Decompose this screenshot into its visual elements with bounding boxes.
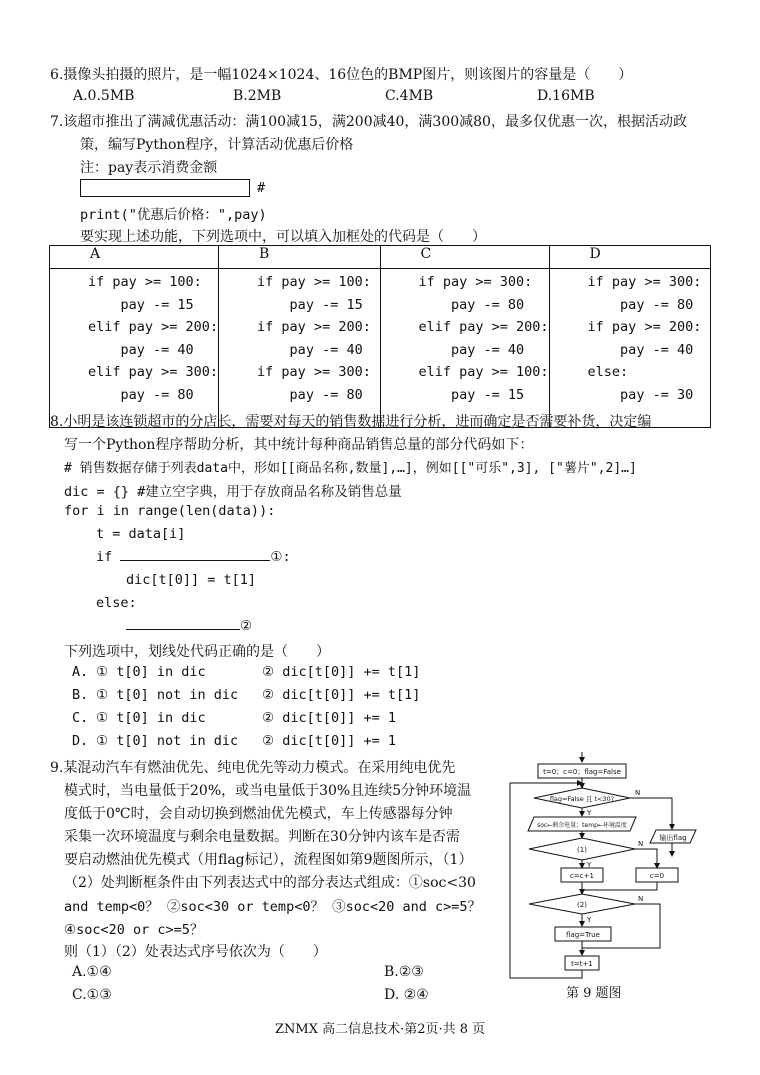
q8-option-label: D. <box>72 733 89 749</box>
flow-yes-label: Y <box>587 809 592 817</box>
q6-option-a: A.0.5MB <box>73 88 135 104</box>
q7-question: 要实现上述功能，下列选项中，可以填入加框处的代码是（ ） <box>80 229 486 245</box>
q7-cell-d <box>549 269 710 428</box>
q7-cell-a <box>50 269 219 428</box>
q8-code-dic: dic = {} #建立空字典，用于存放商品名称及销售总量 <box>64 484 402 500</box>
q9-option-c: C.①③ <box>72 987 112 1003</box>
q8-option-c1: ① t[0] in dic <box>96 664 206 680</box>
q7-header-b: B <box>219 246 380 269</box>
q7-note: 注：pay表示消费金额 <box>80 160 218 176</box>
code-line: pay -= 40 <box>257 341 363 358</box>
flow-t-inc-text: t=t+1 <box>571 960 593 968</box>
q9-stem-line: 度低于0℃时，会自动切换到燃油优先模式，车上传感器每分钟 <box>64 806 453 822</box>
flow-yes-label: Y <box>587 861 592 869</box>
flow-c-reset-text: c=0 <box>649 872 665 880</box>
q8-option-c2: ② dic[t[0]] += t[1] <box>262 664 421 680</box>
q8-code-assign: dic[t[0]] = t[1] <box>126 572 257 588</box>
q8-code-if-keyword: if <box>96 549 113 565</box>
q8-option-label: A. <box>72 664 89 680</box>
q8-stem-line1: 8.小明是该连锁超市的分店长，需要对每天的销售数据进行分析，进而确定是否需要补货，决定编 <box>50 414 652 430</box>
q9-stem-line: 模式时，当电量低于20%，或当电量低于30%且连续5分钟环境温 <box>64 783 472 799</box>
code-line: if pay >= 100: <box>88 274 202 290</box>
q6-option-b: B.2MB <box>233 88 282 104</box>
q8-code-comment: # 销售数据存储于列表data中，形如[[商品名称,数量],…]，例如[["可乐",3], ["薯片",2]…] <box>64 461 637 476</box>
flow-c-inc-text: c=c+1 <box>570 872 594 880</box>
flow-cond1-text: (1) <box>577 846 587 854</box>
q7-cell-b <box>219 269 380 428</box>
q9-stem-line: 要启动燃油优先模式（用flag标记），流程图如第9题图所示，（1） <box>64 852 473 868</box>
q8-option-c2: ② dic[t[0]] += t[1] <box>262 687 421 703</box>
q8-blank-1-mark: ①: <box>270 549 291 565</box>
code-line: pay -= 15 <box>418 386 525 403</box>
code-line: pay -= 80 <box>418 296 525 313</box>
flow-read-text: soc←剩余电量；temp←环境温度 <box>537 822 627 829</box>
q8-question: 下列选项中，划线处代码正确的是（ ） <box>64 644 330 660</box>
q7-header-d: D <box>549 246 710 269</box>
page-footer: ZNMX 高二信息技术·第2页·共 8 页 <box>275 1022 486 1037</box>
q8-option-c2: ② dic[t[0]] += 1 <box>262 710 397 726</box>
flow-no-label: N <box>635 789 641 797</box>
q9-stem-line: 采集一次环境温度与剩余电量数据。判断在30分钟内该车是否需 <box>64 829 460 845</box>
q9-stem-line: （2）处判断框条件由下列表达式中的部分表达式组成：①soc<30 <box>64 875 476 891</box>
q9-stem-line: 9.某混动汽车有燃油优先、纯电优先等动力模式。在采用纯电优先 <box>50 760 456 776</box>
q8-blank-1 <box>120 560 270 561</box>
q8-option-c1: ① t[0] not in dic <box>96 733 239 749</box>
code-line: pay -= 40 <box>418 341 525 358</box>
q8-code-blank2 <box>126 618 252 634</box>
q9-question: 则（1）（2）处表达式序号依次为（ ） <box>64 944 327 960</box>
q8-blank-2 <box>126 629 240 630</box>
code-line: elif pay >= 300: <box>88 364 219 381</box>
flow-cond2-text: (2) <box>577 901 587 909</box>
q6-option-d: D.16MB <box>537 88 595 104</box>
code-line: if pay >= 200: <box>587 319 702 336</box>
code-line: else: <box>587 364 629 381</box>
flow-loop-text: flag=False 且 t<30? <box>549 795 615 803</box>
flow-set-flag-text: flag=True <box>566 931 600 939</box>
flow-no-label: N <box>638 840 644 848</box>
q7-stem-line1: 7.该超市推出了满减优惠活动：满100减15，满200减40，满300减80，最多仅优惠一次，根据活动政 <box>50 114 687 130</box>
q9-stem-line: and temp<0？ ②soc<30 or temp<0？ ③soc<20 and c>=5？ <box>64 899 481 915</box>
code-line: pay -= 80 <box>88 386 194 403</box>
q8-option-label: B. <box>72 687 89 703</box>
q9-stem-line: ④soc<20 or c>=5？ <box>64 922 204 938</box>
q7-options-table <box>49 245 711 428</box>
code-line: if pay >= 300: <box>587 274 702 290</box>
code-line: pay -= 80 <box>587 296 694 313</box>
q8-blank-2-mark: ② <box>240 618 253 634</box>
q6-stem: 6.摄像头拍摄的照片，是一幅1024×1024、16位色的BMP图片，则该图片的容量是（ ） <box>50 67 633 83</box>
q8-option-c2: ② dic[t[0]] += 1 <box>262 733 397 749</box>
q8-code-for: for i in range(len(data)): <box>64 503 276 519</box>
flow-init-text: t=0；c=0；flag=False <box>543 768 621 776</box>
flow-output-text: 输出flag <box>659 834 687 842</box>
q7-print-line: print("优惠后价格：",pay) <box>80 207 267 223</box>
q8-option-c <box>72 710 397 726</box>
code-line: pay -= 15 <box>257 296 363 313</box>
flow-yes-label: Y <box>587 916 592 924</box>
code-line: if pay >= 300: <box>257 364 371 381</box>
q8-option-c1: ① t[0] not in dic <box>96 687 239 703</box>
code-line: if pay >= 300: <box>418 274 533 290</box>
q9-option-b: B.②③ <box>384 964 424 980</box>
code-line: elif pay >= 100: <box>418 364 549 381</box>
code-line: pay -= 30 <box>587 386 694 403</box>
q8-option-c1: ① t[0] in dic <box>96 710 206 726</box>
flow-arrow <box>635 849 657 868</box>
flow-loop-back <box>510 783 582 978</box>
code-line: pay -= 15 <box>88 296 194 313</box>
code-line: elif pay >= 200: <box>88 319 219 336</box>
q8-option-label: C. <box>72 710 89 726</box>
q9-figure-caption: 第 9 题图 <box>566 986 622 1001</box>
code-line: pay -= 80 <box>257 386 363 403</box>
q8-option-d <box>72 733 397 749</box>
q6-option-c: C.4MB <box>385 88 434 104</box>
q8-option-a <box>72 664 421 680</box>
q7-header-c: C <box>380 246 549 269</box>
flow-no-label: N <box>638 895 644 903</box>
q7-stem-line2: 策，编写Python程序，计算活动优惠后价格 <box>80 137 354 153</box>
code-line: pay -= 40 <box>88 341 194 358</box>
q9-flowchart <box>500 752 710 982</box>
q8-option-b <box>72 687 421 703</box>
q8-code-if <box>96 549 291 565</box>
q7-cell-c <box>380 269 549 428</box>
q7-fill-box <box>80 179 250 197</box>
code-line: elif pay >= 200: <box>418 319 549 336</box>
code-line: if pay >= 200: <box>257 319 371 336</box>
flow-arrow <box>630 798 672 829</box>
q7-hash: # <box>257 180 266 196</box>
q8-code-else: else: <box>96 595 137 611</box>
code-line: pay -= 40 <box>587 341 694 358</box>
q8-code-t: t = data[i] <box>96 526 186 542</box>
q7-header-a: A <box>50 246 219 269</box>
q9-option-a: A.①④ <box>72 964 112 980</box>
q9-option-d: D. ②④ <box>384 987 429 1003</box>
q8-stem-line2: 写一个Python程序帮助分析，其中统计每种商品销售总量的部分代码如下： <box>64 437 534 453</box>
code-line: if pay >= 100: <box>257 274 371 290</box>
flow-line <box>582 882 657 890</box>
